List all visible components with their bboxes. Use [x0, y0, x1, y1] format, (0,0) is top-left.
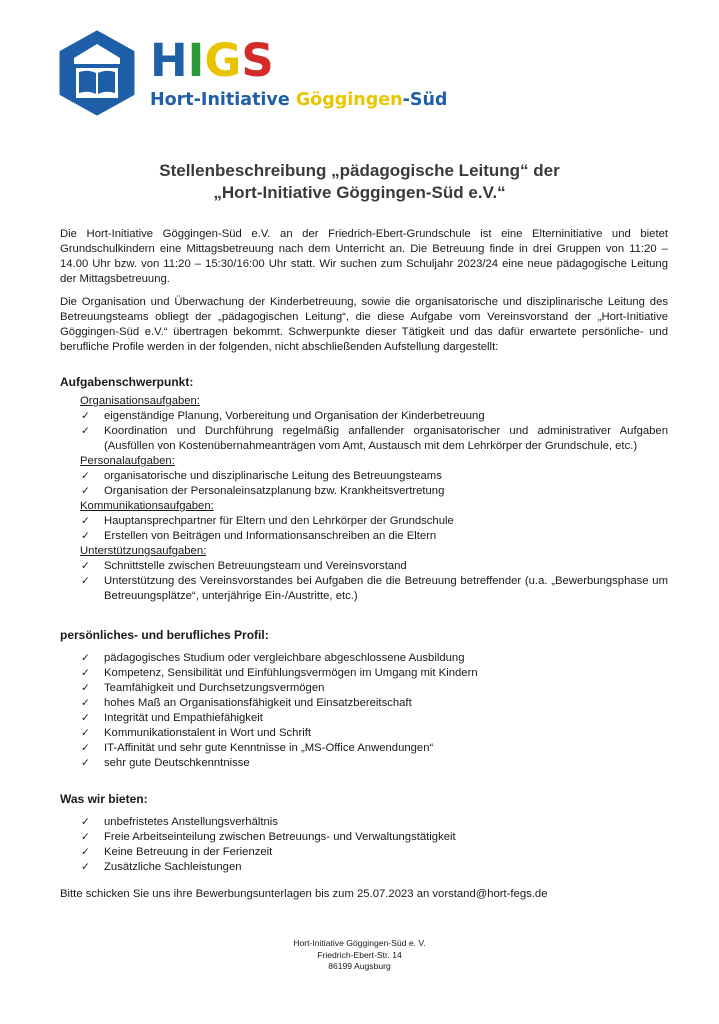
list-item: ✓ Keine Betreuung in der Ferienzeit — [81, 846, 273, 858]
title-line: Stellenbeschreibung „pädagogische Leitung“ der — [159, 161, 560, 180]
check-icon: ✓ — [81, 727, 90, 739]
logo — [58, 30, 458, 120]
list-item: ✓ Freie Arbeitseinteilung zwischen Betreuungs- und Verwaltungstätigkeit — [81, 831, 456, 843]
section-heading: persönliches- und berufliches Profil: — [60, 628, 269, 642]
check-icon: ✓ — [81, 470, 90, 482]
check-icon: ✓ — [81, 652, 90, 664]
list-item: ✓ sehr gute Deutschkenntnisse — [81, 757, 250, 769]
list-item: ✓ Integrität und Empathiefähigkeit — [81, 712, 263, 724]
list-item: ✓ Hauptansprechpartner für Eltern und den Lehrkörper der Grundschule — [81, 515, 454, 527]
list-item: ✓ Kommunikationstalent in Wort und Schrift — [81, 727, 311, 739]
section-heading: Was wir bieten: — [60, 792, 148, 806]
footer-line: 86199 Augsburg — [328, 961, 391, 971]
title-line: „Hort-Initiative Göggingen-Süd e.V.“ — [213, 183, 506, 202]
logo-subtitle: Hort-Initiative Göggingen-Süd — [150, 90, 448, 110]
intro-paragraph: Die Organisation und Überwachung der Kinderbetreuung, sowie die organisatorische und disziplinarische Leitung des Betreuungsteams obliegt der „pädagogischen Leitung“, die diese Aufgabe vom Vereinsvorstand der „Hort-Initiative Göggingen-Süd e.V.“ übertragen bekommt. Schwerpunkte dieser Tätigkeit und das dafür erwartete persönliche- und berufliche Profile werden in der folgenden, nicht abschließenden Aufstellung dargestellt: — [60, 296, 668, 353]
list-item: ✓ organisatorische und disziplinarische Leitung des Betreuungsteams — [81, 470, 442, 482]
check-icon: ✓ — [81, 861, 90, 873]
closing-sentence: Bitte schicken Sie uns ihre Bewerbungsunterlagen bis zum 25.07.2023 an vorstand@hort-fegs.de — [60, 888, 548, 900]
check-icon: ✓ — [81, 530, 90, 542]
list-item: ✓ eigenständige Planung, Vorbereitung und Organisation der Kinderbetreuung — [81, 410, 485, 422]
intro-paragraph: Die Hort-Initiative Göggingen-Süd e.V. an der Friedrich-Ebert-Grundschule ist eine Elterninitiative und bietet Grundschulkindern eine Mittagsbetreuung nach dem Unterricht an. Die Betreuung finde in drei Gruppen von 11:20 – 14.00 Uhr bzw. von 11:20 – 15:30/16:00 Uhr statt. Wir suchen zum Schuljahr 2023/24 eine neue pädagogische Leitung der Mittagsbetreuung. — [60, 228, 668, 285]
footer-address — [0, 938, 719, 973]
logo-letter: S — [241, 34, 274, 87]
check-icon: ✓ — [81, 697, 90, 709]
check-icon: ✓ — [81, 560, 90, 572]
check-icon: ✓ — [81, 712, 90, 724]
subsection-label: Unterstützungsaufgaben: — [80, 545, 207, 557]
logo-letter: I — [187, 34, 205, 87]
subsection-label: Organisationsaufgaben: — [80, 395, 200, 407]
check-icon: ✓ — [81, 667, 90, 679]
subsection-label: Personalaufgaben: — [80, 455, 175, 467]
check-icon: ✓ — [81, 742, 90, 754]
check-icon: ✓ — [81, 682, 90, 694]
document-title — [0, 160, 719, 204]
list-item: ✓ Schnittstelle zwischen Betreuungsteam und Vereinsvorstand — [81, 560, 407, 572]
list-item: ✓ Teamfähigkeit und Durchsetzungsvermögen — [81, 682, 325, 694]
profile-list — [80, 651, 668, 771]
check-icon: ✓ — [81, 846, 90, 858]
book-house-icon — [58, 30, 136, 116]
list-item: ✓ hohes Maß an Organisationsfähigkeit und Einsatzbereitschaft — [81, 697, 412, 709]
check-icon: ✓ — [81, 816, 90, 828]
check-icon: ✓ — [81, 515, 90, 527]
footer-line: Friedrich-Ebert-Str. 14 — [317, 949, 402, 960]
list-item: ✓ Zusätzliche Sachleistungen — [81, 861, 242, 873]
list-item: ✓ Kompetenz, Sensibilität und Einfühlungsvermögen im Umgang mit Kindern — [81, 667, 478, 679]
offer-list — [80, 815, 668, 875]
check-icon: ✓ — [81, 485, 90, 497]
tasks-list — [80, 394, 668, 604]
logo-wordmark — [150, 34, 274, 87]
check-icon: ✓ — [81, 831, 90, 843]
list-item: ✓ IT-Affinität und sehr gute Kenntnisse in „MS-Office Anwendungen“ — [81, 742, 434, 754]
section-heading: Aufgabenschwerpunkt: — [60, 375, 194, 389]
list-item: ✓ unbefristetes Anstellungsverhältnis — [81, 816, 278, 828]
check-icon: ✓ — [81, 425, 90, 437]
list-item: ✓ Organisation der Personaleinsatzplanung bzw. Krankheitsvertretung — [81, 485, 445, 497]
logo-letter: G — [204, 34, 242, 87]
check-icon: ✓ — [81, 757, 90, 769]
footer-line: Hort-Initiative Göggingen-Süd e. V. — [293, 938, 426, 948]
check-icon: ✓ — [81, 575, 90, 587]
list-item: ✓ Koordination und Durchführung regelmäßig anfallender organisatorischer und administrativer Aufgaben (Ausfüllen von Kostenübernahmeanträgen vom Amt, Austausch mit dem Lehrkörper der Grundschule, etc.) — [81, 425, 668, 452]
list-item: ✓ Erstellen von Beiträgen und Informationsanschreiben an die Eltern — [81, 530, 437, 542]
list-item: ✓ Unterstützung des Vereinsvorstandes bei Aufgaben die die Betreuung betreffender (u.a. „Bewerbungsphase um Betreuungsplätze“, unterjährige Ein-/Austritte, etc.) — [81, 575, 668, 602]
logo-letter: H — [150, 34, 188, 87]
check-icon: ✓ — [81, 410, 90, 422]
list-item: ✓ pädagogisches Studium oder vergleichbare abgeschlossene Ausbildung — [81, 652, 465, 664]
subsection-label: Kommunikationsaufgaben: — [80, 500, 214, 512]
